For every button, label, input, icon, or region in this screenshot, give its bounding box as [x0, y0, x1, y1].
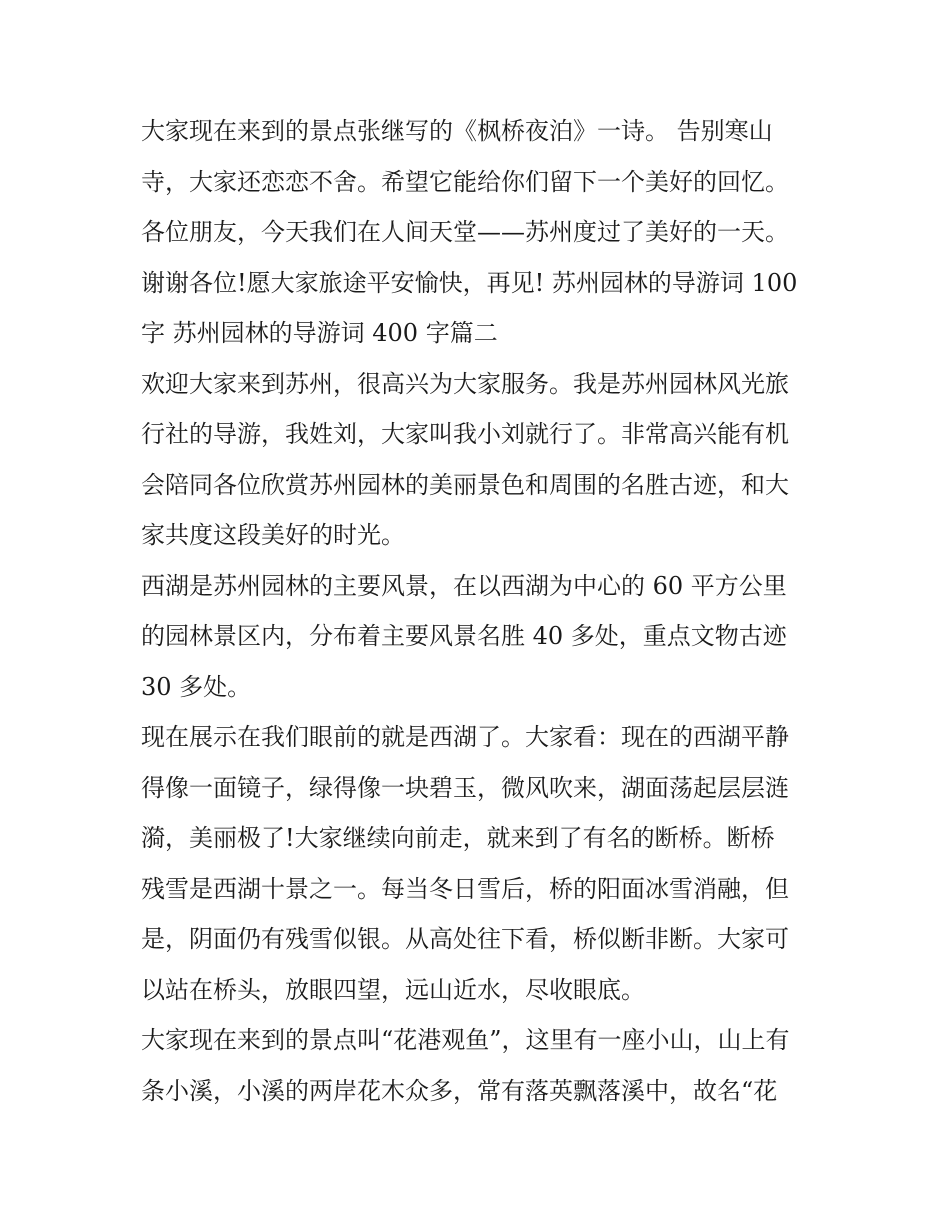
text-line: 得像一面镜子，绿得像一块碧玉，微风吹来，湖面荡起层层涟 [141, 773, 789, 802]
paragraph-2 [141, 359, 821, 561]
text-line: 的园林景区内，分布着主要风景名胜 40 多处，重点文物古迹 [141, 622, 787, 650]
document-body [141, 106, 821, 1116]
paragraph-4 [141, 712, 821, 1015]
text-line: 现在展示在我们眼前的就是西湖了。大家看：现在的西湖平静 [141, 723, 789, 751]
paragraph-5 [141, 1015, 821, 1116]
text-line: 是，阴面仍有残雪似银。从高处往下看，桥似断非断。大家可 [141, 925, 789, 953]
text-line: 家共度这段美好的时光。 [141, 521, 405, 549]
text-line: 会陪同各位欣赏苏州园林的美丽景色和周围的名胜古迹，和大 [141, 470, 789, 499]
text-line: 残雪是西湖十景之一。每当冬日雪后，桥的阳面冰雪消融，但 [141, 874, 789, 903]
text-line: 字 苏州园林的导游词 400 字篇二 [141, 319, 498, 347]
text-line: 条小溪，小溪的两岸花木众多，常有落英飘落溪中，故名“花 [141, 1076, 778, 1105]
paragraph-3 [141, 561, 821, 713]
text-line: 大家现在来到的景点张继写的《枫桥夜泊》一诗。 告别寒山 [141, 117, 773, 145]
text-line: 30 多处。 [141, 672, 252, 701]
text-line: 寺，大家还恋恋不舍。希望它能给你们留下一个美好的回忆。 [141, 167, 789, 196]
text-line: 大家现在来到的景点叫“花港观鱼”，这里有一座小山，山上有 [141, 1026, 790, 1054]
text-line: 漪，美丽极了!大家继续向前走，就来到了有名的断桥。断桥 [141, 824, 775, 852]
text-line: 谢谢各位!愿大家旅途平安愉快，再见! 苏州园林的导游词 100 [141, 268, 798, 297]
text-line: 欢迎大家来到苏州，很高兴为大家服务。我是苏州园林风光旅 [141, 369, 789, 398]
paragraph-1 [141, 106, 821, 359]
text-line: 各位朋友，今天我们在人间天堂——苏州度过了美好的一天。 [141, 218, 789, 246]
text-line: 行社的导游，我姓刘，大家叫我小刘就行了。非常高兴能有机 [141, 420, 789, 448]
text-line: 以站在桥头，放眼四望，远山近水，尽收眼底。 [141, 975, 645, 1004]
text-line: 西湖是苏州园林的主要风景，在以西湖为中心的 60 平方公里 [141, 571, 787, 600]
